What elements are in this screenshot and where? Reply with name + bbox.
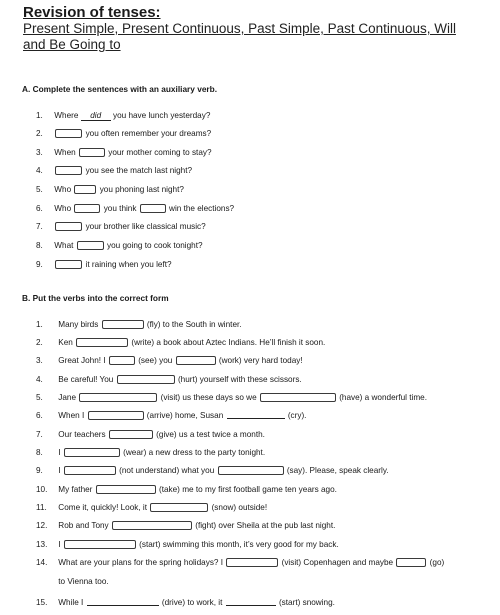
answer-blank[interactable] — [88, 411, 144, 420]
item-number: 9. — [36, 466, 43, 475]
item-text: (arrive) home, Susan — [146, 411, 224, 420]
item-text: I — [58, 448, 61, 457]
item-text: (say). Please, speak clearly. — [286, 466, 389, 475]
item-text: you phoning last night? — [99, 185, 184, 194]
item-text: you going to cook tonight? — [106, 241, 203, 250]
item-number: 15. — [36, 598, 48, 607]
answer-blank[interactable] — [55, 222, 82, 231]
answer-blank[interactable] — [260, 393, 336, 402]
worksheet-subtitle-line2: and Be Going to — [23, 37, 121, 52]
item-text: your brother like classical music? — [85, 222, 206, 231]
b-item-13 — [36, 539, 339, 550]
item-number: 4. — [36, 166, 43, 175]
filled-answer: did — [81, 111, 111, 121]
a-item-7 — [36, 221, 206, 232]
item-number: 6. — [36, 411, 43, 420]
answer-blank[interactable] — [64, 466, 116, 475]
item-text: What are your plans for the spring holidays? I — [58, 558, 224, 567]
item-text: When I — [58, 411, 85, 420]
item-number: 14. — [36, 558, 48, 567]
item-number: 8. — [36, 448, 43, 457]
item-number: 5. — [36, 185, 43, 194]
item-text: Be careful! You — [58, 375, 114, 384]
answer-blank[interactable] — [102, 320, 144, 329]
b-item-14-continued — [36, 576, 109, 587]
item-text: (visit) Copenhagen and maybe — [281, 558, 394, 567]
item-number: 2. — [36, 338, 43, 347]
a-item-1 — [36, 110, 210, 121]
item-text: (snow) outside! — [211, 503, 268, 512]
item-text: to Vienna too. — [58, 577, 109, 586]
item-text: When — [54, 148, 76, 157]
item-number: 12. — [36, 521, 48, 530]
answer-blank[interactable] — [55, 166, 82, 175]
b-item-5 — [36, 392, 427, 403]
item-text: I — [58, 466, 61, 475]
answer-blank[interactable] — [396, 558, 426, 567]
item-number: 7. — [36, 222, 43, 231]
item-text: Come it, quickly! Look, it — [58, 503, 148, 512]
answer-blank[interactable] — [112, 521, 192, 530]
answer-blank[interactable] — [117, 375, 175, 384]
section-a-heading: A. Complete the sentences with an auxiliary verb. — [22, 84, 218, 94]
answer-blank[interactable] — [74, 185, 96, 194]
answer-blank[interactable] — [140, 204, 166, 213]
item-text: Where — [54, 111, 79, 120]
answer-blank[interactable] — [109, 430, 153, 439]
item-text: (visit) us these days so we — [160, 393, 257, 402]
item-text: you think — [103, 204, 137, 213]
answer-blank[interactable] — [64, 448, 120, 457]
item-number: 10. — [36, 485, 48, 494]
answer-blank[interactable] — [150, 503, 208, 512]
b-item-8 — [36, 447, 265, 458]
item-text: you have lunch yesterday? — [112, 111, 211, 120]
item-number: 2. — [36, 129, 43, 138]
item-text: While I — [58, 598, 84, 607]
item-text: (give) us a test twice a month. — [156, 430, 265, 439]
item-text: Who — [54, 204, 72, 213]
item-text: (start) swimming this month, it’s very good for my back. — [139, 540, 339, 549]
b-item-14 — [36, 557, 444, 568]
item-text: (not understand) what you — [119, 466, 215, 475]
item-number: 13. — [36, 540, 48, 549]
answer-blank[interactable] — [55, 260, 82, 269]
b-item-11 — [36, 502, 267, 513]
item-text: you often remember your dreams? — [85, 129, 212, 138]
answer-blank[interactable] — [79, 148, 105, 157]
item-text: What — [54, 241, 74, 250]
answer-blank[interactable] — [64, 540, 136, 549]
item-text: (cry). — [287, 411, 307, 420]
item-text: Great John! I — [58, 356, 106, 365]
item-text: (wear) a new dress to the party tonight. — [123, 448, 266, 457]
item-text: (work) very hard today! — [218, 356, 303, 365]
item-text: I — [58, 540, 61, 549]
b-item-2 — [36, 337, 325, 348]
item-text: win the elections? — [169, 204, 235, 213]
item-text: your mother coming to stay? — [108, 148, 212, 157]
answer-blank[interactable] — [109, 356, 135, 365]
b-item-6 — [36, 410, 306, 421]
answer-line[interactable] — [87, 597, 159, 606]
b-item-9 — [36, 465, 389, 476]
item-number: 11. — [36, 503, 47, 512]
item-text: Jane — [58, 393, 77, 402]
answer-blank[interactable] — [76, 338, 128, 347]
a-item-9 — [36, 259, 172, 270]
answer-blank[interactable] — [79, 393, 157, 402]
item-text: (drive) to work, it — [161, 598, 223, 607]
item-text: Our teachers — [58, 430, 106, 439]
item-text: Many birds — [58, 320, 99, 329]
b-item-7 — [36, 429, 265, 440]
item-number: 1. — [36, 111, 43, 120]
answer-line[interactable] — [227, 410, 285, 419]
answer-blank[interactable] — [74, 204, 100, 213]
item-number: 8. — [36, 241, 43, 250]
item-text: you see the match last night? — [85, 166, 193, 175]
item-number: 5. — [36, 393, 43, 402]
a-item-8 — [36, 240, 203, 251]
item-text: My father — [58, 485, 93, 494]
answer-blank[interactable] — [176, 356, 216, 365]
a-item-5 — [36, 184, 184, 195]
b-item-15 — [36, 597, 335, 608]
item-text: (fight) over Sheila at the pub last night. — [195, 521, 336, 530]
item-number: 3. — [36, 148, 43, 157]
answer-blank[interactable] — [96, 485, 156, 494]
item-text: (fly) to the South in winter. — [146, 320, 242, 329]
item-text: Rob and Tony — [58, 521, 109, 530]
item-text: (start) snowing. — [278, 598, 335, 607]
answer-blank[interactable] — [55, 129, 82, 138]
b-item-4 — [36, 374, 302, 385]
a-item-3 — [36, 147, 212, 158]
section-b-heading: B. Put the verbs into the correct form — [22, 293, 169, 303]
worksheet-subtitle-line1: Present Simple, Present Continuous, Past Simple, Past Continuous, Will — [23, 21, 456, 36]
item-number: 4. — [36, 375, 43, 384]
a-item-2 — [36, 128, 211, 139]
a-item-4 — [36, 165, 192, 176]
answer-line[interactable] — [226, 597, 276, 606]
item-number: 6. — [36, 204, 43, 213]
item-number: 1. — [36, 320, 43, 329]
item-number: 3. — [36, 356, 43, 365]
item-text: Ken — [58, 338, 73, 347]
item-text: (see) you — [138, 356, 173, 365]
b-item-12 — [36, 520, 335, 531]
item-number: 9. — [36, 260, 43, 269]
item-text: Who — [54, 185, 72, 194]
item-text: (take) me to my first football game ten years ago. — [158, 485, 337, 494]
answer-blank[interactable] — [218, 466, 284, 475]
answer-blank[interactable] — [77, 241, 104, 250]
item-text: it raining when you left? — [85, 260, 172, 269]
b-item-1 — [36, 319, 242, 330]
worksheet-title: Revision of tenses: — [23, 4, 161, 21]
title-block — [23, 4, 493, 53]
item-text: (have) a wonderful time. — [339, 393, 428, 402]
item-text: (write) a book about Aztec Indians. He’ll finish it soon. — [131, 338, 326, 347]
item-text: (hurt) yourself with these scissors. — [177, 375, 302, 384]
a-item-6 — [36, 203, 234, 214]
item-number: 7. — [36, 430, 43, 439]
answer-blank[interactable] — [226, 558, 278, 567]
b-item-3 — [36, 355, 303, 366]
item-text: (go) — [429, 558, 445, 567]
b-item-10 — [36, 484, 337, 495]
